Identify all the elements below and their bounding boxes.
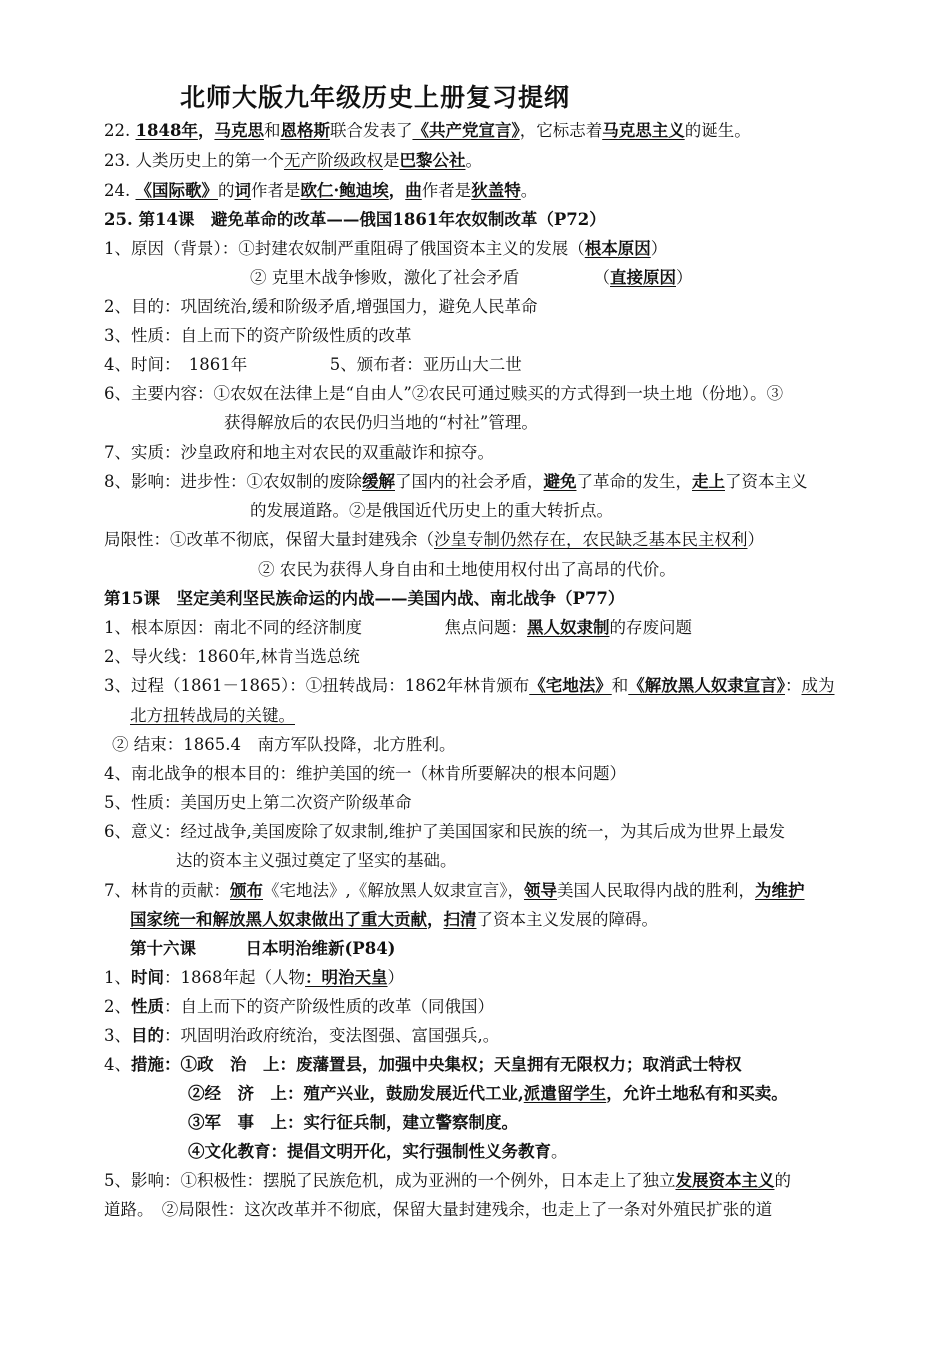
text-line (104, 1200, 772, 1220)
text-run: 第十六课 日本明治维新(P84) (130, 939, 396, 958)
text-run: 派遣留学生 (523, 1084, 607, 1103)
text-run: 5、性质：美国历史上第二次资产阶级革命 (104, 793, 412, 812)
text-run: ） (387, 968, 404, 987)
text-run: ② 克里木战争惨败，激化了社会矛盾 （ (250, 268, 610, 287)
text-run: 《国际歌》 (135, 181, 218, 200)
text-line (188, 1113, 518, 1133)
text-line (104, 530, 764, 550)
text-run: ，允许土地私有和买卖。 (606, 1084, 788, 1103)
text-line (104, 618, 692, 638)
text-run: 6、主要内容：①农奴在法律上是“自由人”②农民可通过赎买的方式得到一块土地（份地）。③ (104, 384, 784, 403)
text-run: 避免 (543, 472, 577, 491)
text-run: ② 农民为获得人身自由和土地使用权付出了高昂的代价。 (258, 560, 676, 579)
text-run: 。 (520, 181, 538, 200)
text-run: 。 (465, 151, 482, 170)
text-run: 。 (551, 1142, 568, 1161)
text-run: ，它标志着 (519, 121, 603, 140)
text-run: 黑人奴隶制 (527, 618, 610, 637)
text-line (104, 210, 606, 230)
text-run: 联合发表了 (329, 121, 413, 140)
text-run: 词 (234, 181, 251, 200)
text-run: 缓解 (362, 472, 395, 491)
text-run: 7、林肯的贡献： (104, 881, 230, 900)
text-line (224, 413, 538, 433)
text-run: 25. 第14课 避免革命的改革——俄国1861年农奴制改革（P72） (104, 210, 606, 229)
text-run: 马克思 (214, 121, 264, 140)
text-run: ③军 事 上：实行征兵制，建立警察制度。 (188, 1113, 518, 1132)
text-run: 1、原因（背景）：①封建农奴制严重阻碍了俄国资本主义的发展（ (104, 239, 585, 258)
text-run: 性质 (131, 997, 164, 1016)
text-run: 国家统一和解放黑人奴隶做出了重大贡献 (130, 910, 427, 929)
text-run: 道路。 ②局限性：这次改革并不彻底，保留大量封建残余，也走上了一条对外殖民扩张的道 (104, 1200, 773, 1219)
text-line (104, 472, 808, 492)
text-line (104, 676, 834, 696)
text-run: 了资本主义 (725, 472, 808, 491)
text-run: ， (197, 121, 215, 140)
text-run: ） (747, 530, 764, 549)
text-run: 措施：①政 治 上：废藩置县，加强中央集权；天皇拥有无限权力；取消武士特权 (131, 1055, 742, 1074)
text-line (104, 181, 537, 201)
text-run: 的诞生。 (684, 121, 751, 140)
text-run: 沙皇专制仍然存在，农民缺乏基本民主权利 (434, 530, 748, 549)
text-run: 《共产党宣言》 (412, 121, 520, 140)
text-run: 22. (104, 121, 136, 140)
text-run: 北方扭转战局的关键。 (130, 706, 295, 725)
text-line (104, 764, 626, 784)
text-line (104, 239, 667, 259)
text-run: 2、导火线：1860年,林肯当选总统 (104, 647, 360, 666)
text-line (104, 326, 412, 346)
text-run: 2、目的：巩固统治,缓和阶级矛盾,增强国力，避免人民革命 (104, 297, 538, 316)
text-line (250, 268, 693, 288)
text-line (104, 121, 751, 141)
text-run: 达的资本主义强过奠定了坚实的基础。 (176, 851, 457, 870)
text-run: 时间 (131, 968, 164, 987)
text-run: 7、实质：沙皇政府和地主对农民的双重敲诈和掠夺。 (104, 443, 494, 462)
text-run: 和 (263, 121, 281, 140)
text-run: 的发展道路。②是俄国近代历史上的重大转折点。 (250, 501, 613, 520)
text-line (104, 1026, 499, 1046)
page-title: 北师大版九年级历史上册复习提纲 (180, 83, 571, 112)
text-line (104, 589, 624, 609)
text-line (112, 735, 455, 755)
text-run: ：自上而下的资产阶级性质的改革（同俄国） (164, 997, 494, 1016)
text-run: 作者是 (251, 181, 301, 200)
text-run: 了资本主义发展的障碍。 (476, 910, 658, 929)
text-run: 1848年 (135, 121, 198, 140)
text-run: ：1868年起（人物 (164, 968, 305, 987)
text-run: 了革命的发生， (576, 472, 692, 491)
text-run: ） (676, 268, 693, 287)
text-run: 颁布 (230, 881, 263, 900)
text-run: 是 (383, 151, 400, 170)
text-run: 《宅地法》 (529, 676, 612, 695)
text-line (104, 355, 522, 375)
text-run: ② 结束：1865.4 南方军队投降，北方胜利。 (112, 735, 456, 754)
text-run: 4、南北战争的根本目的：维护美国的统一（林肯所要解决的根本问题） (104, 764, 626, 783)
text-run: 无产阶级政权 (284, 151, 383, 170)
text-line (250, 501, 613, 521)
text-run: 根本原因 (584, 239, 651, 258)
text-line (104, 997, 494, 1017)
text-run: 扫清 (443, 910, 477, 929)
text-run: 欧仁·鲍迪埃 (300, 181, 389, 200)
text-run: 1、 (104, 968, 131, 987)
text-run: ：明治天皇 (305, 968, 388, 987)
text-run: 4、 (104, 1055, 131, 1074)
text-run: 23. 人类历史上的第一个 (104, 151, 284, 170)
text-run: 为维护 (755, 881, 805, 900)
text-run: 巴黎公社 (399, 151, 466, 170)
text-run: ） (650, 239, 668, 258)
text-run: 3、 (104, 1026, 131, 1045)
text-run: 《宅地法》,《解放黑人奴隶宣言》， (263, 881, 524, 900)
text-run: 的存废问题 (609, 618, 692, 637)
text-run: 恩格斯 (280, 121, 330, 140)
text-line (104, 881, 805, 901)
text-run: 曲 (405, 181, 422, 200)
text-line (104, 151, 482, 171)
text-run: 作者是 (421, 181, 472, 200)
text-run: 美国人民取得内战的胜利， (557, 881, 755, 900)
text-run: 24. (104, 181, 136, 200)
text-line (188, 1084, 788, 1104)
text-run: 狄盖特 (471, 181, 521, 200)
text-run: ②经 济 上：殖产兴业，鼓励发展近代工业, (188, 1084, 524, 1103)
text-line (130, 706, 295, 726)
text-run: 的 (774, 1171, 791, 1190)
text-line (104, 1055, 742, 1075)
text-line (104, 1171, 791, 1191)
text-run: 马克思主义 (602, 121, 685, 140)
text-run: 2、 (104, 997, 131, 1016)
text-run: 局限性：①改革不彻底，保留大量封建残余（ (104, 530, 434, 549)
text-line (104, 822, 785, 842)
text-line (188, 1142, 568, 1162)
text-run: 5、影响：①积极性：摆脱了民族危机，成为亚洲的一个例外，日本走上了独立 (104, 1171, 676, 1190)
text-line (176, 851, 457, 871)
text-run: 发展资本主义 (675, 1171, 775, 1190)
text-run: 第15课 坚定美利坚民族命运的内战——美国内战、南北战争（P77） (104, 589, 625, 608)
text-run: 领导 (524, 881, 557, 900)
text-run: 和 (611, 676, 629, 695)
text-run: 《解放黑人奴隶宣言》 (628, 676, 785, 695)
text-run: 走上 (692, 472, 725, 491)
text-run: 的 (218, 181, 235, 200)
text-line (104, 793, 412, 813)
text-line (130, 939, 395, 959)
text-run: ， (388, 181, 406, 200)
text-line (104, 443, 494, 463)
text-line (258, 560, 676, 580)
text-line (104, 968, 404, 988)
text-run: ， (427, 910, 444, 929)
text-run: 了国内的社会矛盾， (395, 472, 544, 491)
text-run: 3、过程（1861－1865）：①扭转战局：1862年林肯颁布 (104, 676, 530, 695)
text-line (104, 384, 783, 404)
text-run: 直接原因 (610, 268, 676, 287)
text-run: 获得解放后的农民仍归当地的“村社”管理。 (224, 413, 538, 432)
text-run: ：巩固明治政府统治，变法图强、富国强兵,。 (164, 1026, 500, 1045)
text-run: ： (784, 676, 802, 695)
text-run: 1、根本原因：南北不同的经济制度 焦点问题： (104, 618, 527, 637)
text-line (130, 910, 658, 930)
text-run: 目的 (131, 1026, 164, 1045)
text-line (104, 647, 360, 667)
text-run: 3、性质：自上而下的资产阶级性质的改革 (104, 326, 412, 345)
text-run: 4、时间： 1861年 5、颁布者：亚历山大二世 (104, 355, 522, 374)
text-line (104, 297, 538, 317)
text-run: 成为 (801, 676, 835, 695)
text-run: 8、影响：进步性：①农奴制的废除 (104, 472, 362, 491)
text-run: 6、意义：经过战争,美国废除了奴隶制,维护了美国国家和民族的统一，为其后成为世界上最发 (104, 822, 785, 841)
text-run: ④文化教育：提倡文明开化，实行强制性义务教育 (188, 1142, 551, 1161)
